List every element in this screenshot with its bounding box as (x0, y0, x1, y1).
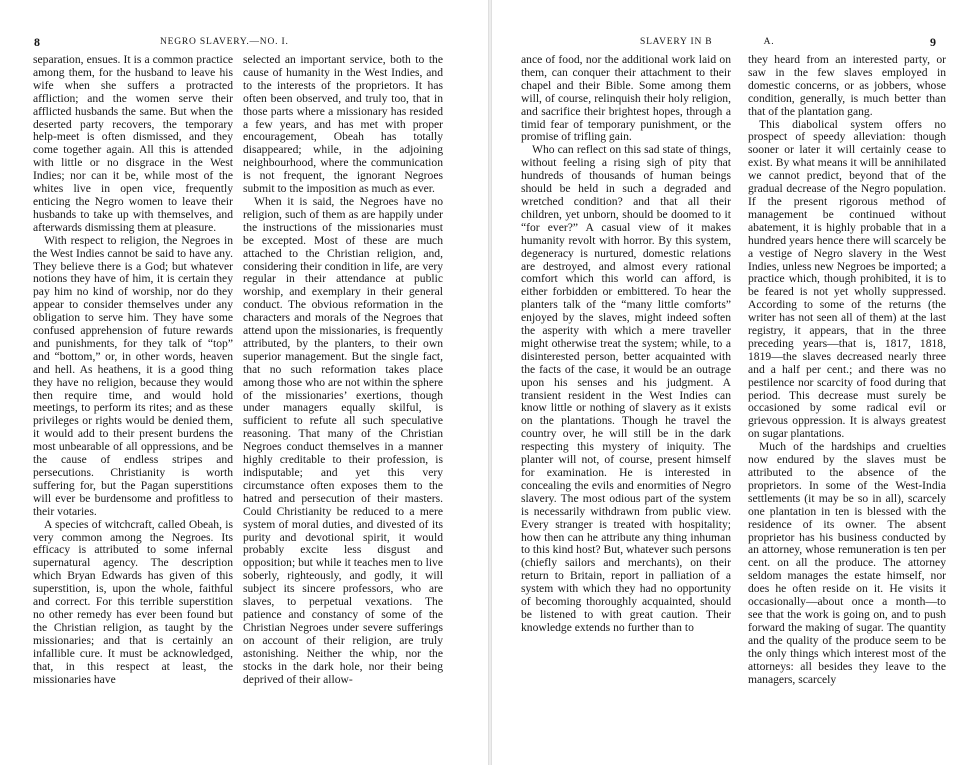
column-2 (243, 54, 443, 762)
paragraph: selected an important service, both to the cause of humanity in the West Indies, and to the interests of the proprietors. It has often been observed, and truly too, that in those parts where a missionary has resided a few years, and has met with proper encouragement, Obeah has totally disappeared; while, in the adjoining neighbourhood, where the communication is not frequent, the ignorant Negroes submit to the imposition as much as ever. (243, 54, 443, 196)
paragraph: With respect to religion, the Negroes in the West Indies cannot be said to have any. They believe there is a God; but whatever notions they have of him, it is certain they pay him no kind of worship, nor do they appear to consider themselves under any obligation to serve him. They have some confused apprehension of future rewards and punishments, for they talk of “top” and “bottom,” or, in other words, heaven and hell. As heathens, it is a good thing they have no religion, because they would then require time, and would hold meetings, to perform its rites; and as these privileges or rights would be denied them, it would add to their present burdens the most unbearable of all oppressions, and be the cause of endless stripes and persecutions. Christianity is worth suffering for, but the Pagan superstitions will ever be burdensome and profitless to their votaries. (33, 233, 233, 518)
paragraph: they heard from an interested party, or saw in the few slaves employed in domestic concerns, or as jobbers, whose condition, generally, is much better than that of the plantation gang. (748, 54, 946, 118)
running-head-right: A. (763, 37, 775, 47)
paragraph: ance of food, nor the additional work laid on them, can conquer their attachment to their chapel and their Bible. Some among them will, of course, relinquish their holy religion, and sacrifice their brightest hopes, through a timid fear of temporary punishment, or the promise of trifling gain. (521, 54, 731, 144)
paragraph: separation, ensues. It is a common practice among them, for the husband to leave his wife when she suffers a protracted affliction; and the women serve their afflicted husbands the same. But when the deserted party recovers, the temporary help-meet is often dismissed, and they come together again. All this is attended with little or no disgrace in the West Indies; nor can it be, while most of the whites live in open vice, frequently enticing the Negro women to leave their husbands to take up with themselves, and afterwards dismissing them at pleasure. (33, 54, 233, 234)
right-page (490, 0, 980, 765)
paragraph: When it is said, the Negroes have no religion, such of them as are happily under the instructions of the missionaries must be excepted. Most of these are much attached to the Christian religion, and, considering their condition in life, are very regular in their attendance at public worship, and exemplary in their general conduct. The obvious reformation in the characters and morals of the Negroes that attend upon the missionaries, is frequently attributed, by the planters, to their own superior management. But the single fact, that no such reformation takes place among those who are not within the sphere of the missionaries’ exertions, though under managers equally skilful, is sufficient to refute all such speculative reasoning. That many of the Christian Negroes conduct themselves in a manner highly creditable to their profession, is indisputable; and yet this very circumstance often exposes them to the hatred and persecution of their masters. Could Christianity be reduced to a mere system of moral duties, and divested of its purity and devotional spirit, it would probably excite less disgust and opposition; but while it teaches men to live soberly, righteously, and godly, it will subject its sincere professors, who are slaves, to perpetual vexations. The patience and constancy of some of the Christian Negroes under severe sufferings on account of their religion, are truly astonishing. Neither the whip, nor the stocks in the dark hole, nor their being deprived of their allow- (243, 194, 443, 686)
running-head: NEGRO SLAVERY.—NO. I. (160, 37, 289, 47)
page-number: 9 (930, 35, 937, 49)
page-number: 8 (34, 35, 41, 49)
paragraph: Much of the hardships and cruelties now endured by the slaves must be attributed to the absence of the proprietors. In some of the West-India settlements (it may be so in all), scarcely one plantation in ten is blessed with the residence of its owner. The absent proprietor has his business conducted by an attorney, whose remuneration is ten per cent. on all the produce. The attorney seldom manages the estate himself, nor does he often reside on it. He visits it occasionally—about once a month—to see that the work is going on, and to push forward the making of sugar. The quantity and the quality of the produce seem to be the only things which interest most of the attorneys: all besides they leave to the managers, scarcely (748, 440, 946, 686)
paragraph: This diabolical system offers no prospect of speedy alleviation: though sooner or later it will certainly cease to exist. By what means it will be annihilated we cannot predict, beyond that of the gradual decrease of the Negro population. If the present rigorous method of management be continued without abatement, it is highly probable that in a hundred years hence there will scarcely be a vestige of Negro slavery in the West Indies, unless new Negroes be imported; a practice which, though prohibited, it is to be feared is not yet wholly suppressed. According to some of the returns (the writer has not seen all of them) at the last registry, it appears, that in the three preceding years—that is, 1817, 1818, 1819—the slaves decreased nearly three and a half per cent.; and there was no pestilence nor scarcity of food during that period. This decrease must surely be occasioned by some radical evil or grievous oppression. It is always greatest on sugar plantations. (748, 117, 946, 441)
running-head-left: SLAVERY IN B (640, 37, 713, 47)
paragraph: Who can reflect on this sad state of things, without feeling a rising sigh of pity that hundreds of thousands of human beings should be held in such a degraded and wretched condition? and that all their children, yet unborn, should be doomed to it “for ever?” A casual view of it makes humanity revolt with horror. By this system, degeneracy is nurtured, domestic relations are destroyed, and almost every rational comfort which this world can afford, is either forbidden or embittered. To hear the planters talk of the “many little comforts” enjoyed by the slaves, might indeed soften the asperity with which a mere traveller might otherwise treat the system; while, to a disinterested person, better acquainted with the facts of the case, it would be an outrage upon his senses and his judgment. A transient resident in the West Indies can know little or nothing of slavery as it exists on the plantations. Though he travel the country over, he will still be in the dark respecting this mystery of iniquity. The planter will not, of course, present himself for examination. He is interested in concealing the evils and enormities of Negro slavery. The most odious part of the system is necessarily withdrawn from public view. Every stranger is treated with hospitality; how then can he attribute any thing inhuman to this kind host? But, whatever such persons (chiefly sailors and merchants), on their return to Britain, report in palliation of a system with which they had no opportunity of becoming thoroughly acquainted, should be listened to with great caution. Their knowledge extends no further than to (521, 143, 731, 634)
paragraph: A species of witchcraft, called Obeah, is very common among the Negroes. Its efficacy is attributed to some infernal supernatural agency. The description which Bryan Edwards has given of this superstition, is, upon the whole, faithful and correct. For this terrible superstition no other remedy has ever been found but the Christian religion, as taught by the missionaries; and that is certainly an infallible cure. It must be acknowledged, that, in this respect at least, the missionaries have (33, 517, 233, 686)
column-1 (33, 54, 233, 762)
column-2 (748, 54, 946, 762)
running-head (640, 37, 774, 47)
column-1 (521, 54, 731, 762)
